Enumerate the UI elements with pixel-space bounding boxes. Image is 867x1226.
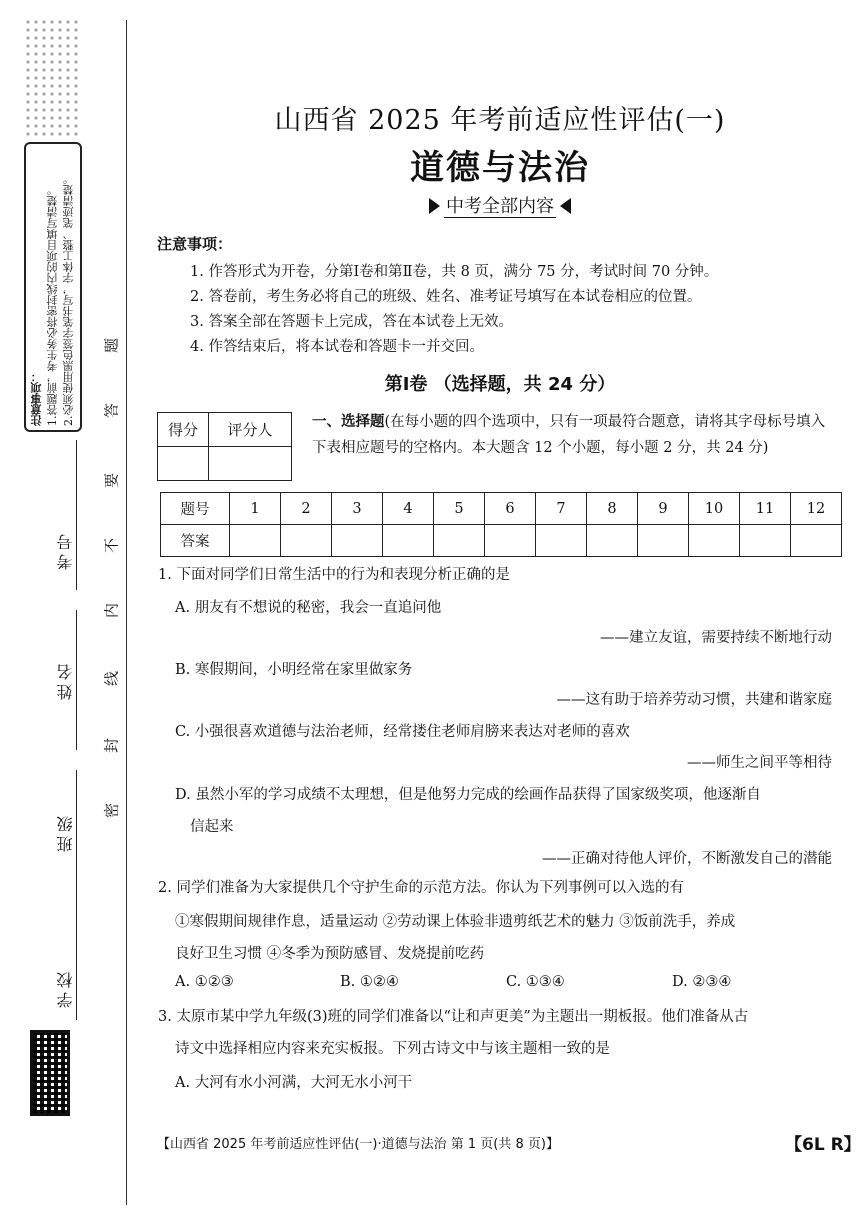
q1-option-a: A. 朋友有不想说的秘密，我会一直追问他 [175,600,442,616]
grader-cell[interactable] [209,447,292,481]
note-item-4: 4. 作答结束后，将本试卷和答题卡一并交回。 [190,339,484,355]
question-number: 10 [689,493,740,525]
binding-notice-heading: 注意事项： [30,371,43,426]
answer-cell[interactable] [536,525,587,557]
seal-char-8: 密 [102,803,121,819]
field-label-exam-number: 考号 [56,530,75,570]
notes-heading: 注意事项： [157,235,233,253]
q2-statement-line2: 良好卫生习惯 ④冬季为预防感冒、发烧提前吃药 [175,946,485,962]
question-number: 1 [230,493,281,525]
seal-char-5: 内 [102,603,121,619]
field-line-name[interactable] [76,610,77,750]
intro-label: 一、选择题 [312,414,385,430]
q2-statement-line1: ①寒假期间规律作息，适量运动 ②劳动课上体验非遗剪纸艺术的魅力 ③饭前洗手，养成 [175,914,736,930]
q1-option-d-note: ——正确对待他人评价，不断激发自己的潜能 [542,851,832,867]
q1-option-a-note: ——建立友谊，需要持续不断地行动 [600,630,832,646]
score-label: 得分 [158,413,209,447]
answer-table-number-header: 题号 [161,493,230,525]
q3-stem-line2: 诗文中选择相应内容来充实板报。下列古诗文中与该主题相一致的是 [175,1041,610,1057]
seal-char-1: 题 [102,338,121,354]
paper-code: 【6L R】 [785,1135,861,1155]
field-label-name: 姓名 [56,660,75,700]
question-number: 7 [536,493,587,525]
question-number: 2 [281,493,332,525]
q1-option-b: B. 寒假期间，小明经常在家里做家务 [175,662,413,678]
score-cell[interactable] [158,447,209,481]
q1-option-b-note: ——这有助于培养劳动习惯，共建和谐家庭 [556,692,832,708]
q1-option-c-note: ——师生之间平等相待 [687,755,832,771]
triangle-right-icon [429,198,440,214]
q3-stem-line1: 3. 太原市某中学九年级(3)班的同学们准备以“让和声更美”为主题出一期板报。他们准备从古 [158,1009,749,1025]
answer-table-answer-header: 答案 [161,525,230,557]
note-item-1: 1. 作答形式为开卷，分第Ⅰ卷和第Ⅱ卷，共 8 页，满分 75 分，考试时间 70 分钟。 [190,264,719,280]
q1-stem: 1. 下面对同学们日常生活中的行为和表现分析正确的是 [158,567,510,583]
subject-title: 道德与法治 [410,148,590,188]
question-number: 6 [485,493,536,525]
binding-notice-box [24,142,82,432]
answer-cell[interactable] [230,525,281,557]
note-item-3: 3. 答案全部在答题卡上完成，答在本试卷上无效。 [190,314,513,330]
field-line-school[interactable] [76,920,77,1020]
field-line-class[interactable] [76,770,77,920]
section-title: 第Ⅰ卷 （选择题，共 24 分） [384,374,616,395]
answer-cell[interactable] [638,525,689,557]
answer-cell[interactable] [587,525,638,557]
seal-char-2: 答 [102,403,121,419]
question-number: 8 [587,493,638,525]
exam-title: 山西省 2025 年考前适应性评估(一) [274,105,726,136]
q2-option-d: D. ②③④ [672,974,732,990]
question-number: 3 [332,493,383,525]
answer-cell[interactable] [332,525,383,557]
answer-cell[interactable] [434,525,485,557]
q1-option-d-line1: D. 虽然小军的学习成绩不太理想，但是他努力完成的绘画作品获得了国家级奖项，他逐渐自 [175,787,761,803]
answer-cell[interactable] [383,525,434,557]
q2-option-a: A. ①②③ [175,974,234,990]
binding-notice-line-1: 1.答题前，考生务必将密封线内的项目填写清楚。 [46,184,59,426]
binding-rule [126,20,127,1205]
page-footer: 【山西省 2025 年考前适应性评估(一)·道德与法治 第 1 页(共 8 页)】 [157,1137,559,1152]
note-item-2: 2. 答卷前，考生务必将自己的班级、姓名、准考证号填写在本试卷相应的位置。 [190,289,702,305]
q1-option-d-line2: 信起来 [190,819,234,835]
q2-option-c: C. ①③④ [506,974,565,990]
seal-char-6: 线 [102,671,121,687]
answer-cell[interactable] [740,525,791,557]
q2-stem: 2. 同学们准备为大家提供几个守护生命的示范方法。你认为下列事例可以入选的有 [158,880,684,896]
answer-cell[interactable] [281,525,332,557]
question-number: 12 [791,493,842,525]
answer-cell[interactable] [485,525,536,557]
seal-char-4: 不 [102,538,121,554]
seal-char-3: 要 [102,473,121,489]
question-number: 4 [383,493,434,525]
field-label-school: 学校 [56,968,75,1008]
question-number: 9 [638,493,689,525]
triangle-left-icon [560,198,571,214]
question-number: 11 [740,493,791,525]
q3-option-a: A. 大河有水小河满，大河无水小河干 [175,1075,413,1091]
binding-notice-line-2: 2.必须使用黑色签字笔书写，字体工整、笔迹清楚。 [62,173,75,426]
field-label-class: 班级 [56,812,75,852]
qr-code-icon [30,1030,70,1116]
answer-cell[interactable] [791,525,842,557]
scope-text: 中考全部内容 [446,196,554,217]
q1-option-c: C. 小强很喜欢道德与法治老师，经常搂住老师肩膀来表达对老师的喜欢 [175,724,630,740]
section-intro [312,409,832,461]
grader-label: 评分人 [209,413,292,447]
answer-table [160,492,842,557]
score-table [157,412,292,481]
answer-cell[interactable] [689,525,740,557]
q2-option-b: B. ①②④ [340,974,399,990]
scope-line [150,192,850,218]
field-line-exam-number[interactable] [76,440,77,590]
intro-text: (在每小题的四个选项中，只有一项最符合题意，请将其字母标号填入下表相应题号的空格内。本大题含 12 个小题，每小题 2 分，共 24 分) [312,414,826,456]
decorative-dot-pattern [24,18,82,138]
seal-char-7: 封 [102,738,121,754]
question-number: 5 [434,493,485,525]
